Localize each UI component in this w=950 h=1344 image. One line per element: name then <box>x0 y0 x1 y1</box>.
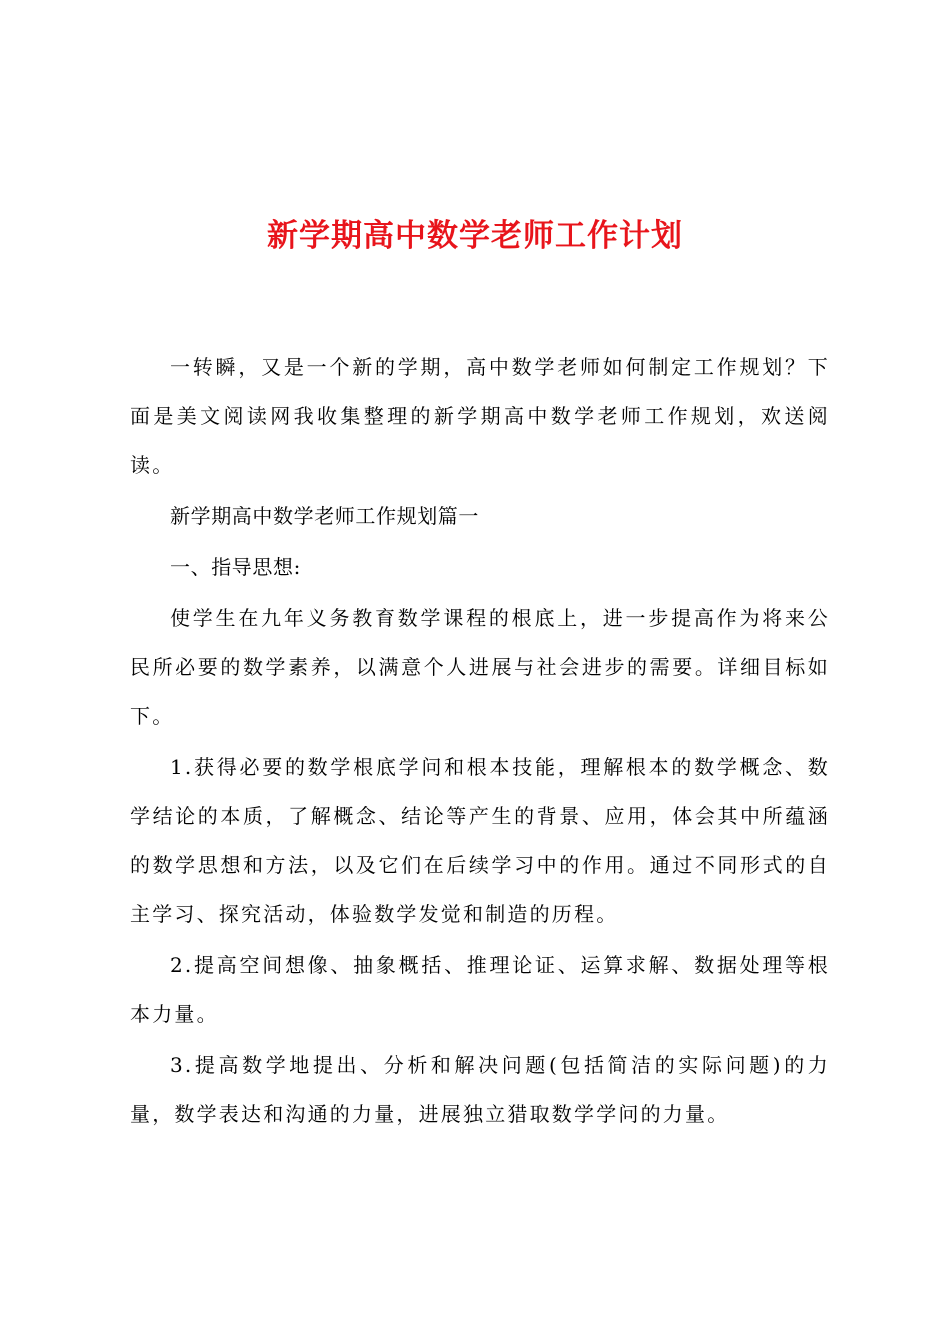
document-body <box>130 343 830 1141</box>
goal-item-3: 3.提高数学地提出、分析和解决问题(包括简洁的实际问题)的力量，数学表达和沟通的力量，进展独立猎取数学学问的力量。 <box>130 1053 830 1126</box>
subsection-heading: 一、指导思想: <box>170 555 301 579</box>
section-heading: 新学期高中数学老师工作规划篇一 <box>170 504 479 528</box>
intro-paragraph: 一转瞬，又是一个新的学期，高中数学老师如何制定工作规划？下面是美文阅读网我收集整理的新学期高中数学老师工作规划，欢送阅读。 <box>130 355 830 477</box>
goal-item-2: 2.提高空间想像、抽象概括、推理论证、运算求解、数据处理等根本力量。 <box>130 953 830 1026</box>
document-title: 新学期高中数学老师工作计划 <box>267 218 683 254</box>
guiding-paragraph: 使学生在九年义务教育数学课程的根底上，进一步提高作为将来公民所必要的数学素养，以满意个人进展与社会进步的需要。详细目标如下。 <box>130 606 830 728</box>
goal-item-1: 1.获得必要的数学根底学问和根本技能，理解根本的数学概念、数学结论的本质，了解概念、结论等产生的背景、应用，体会其中所蕴涵的数学思想和方法，以及它们在后续学习中的作用。通过不同形式的自主学习、探究活动，体验数学发觉和制造的历程。 <box>130 755 830 926</box>
